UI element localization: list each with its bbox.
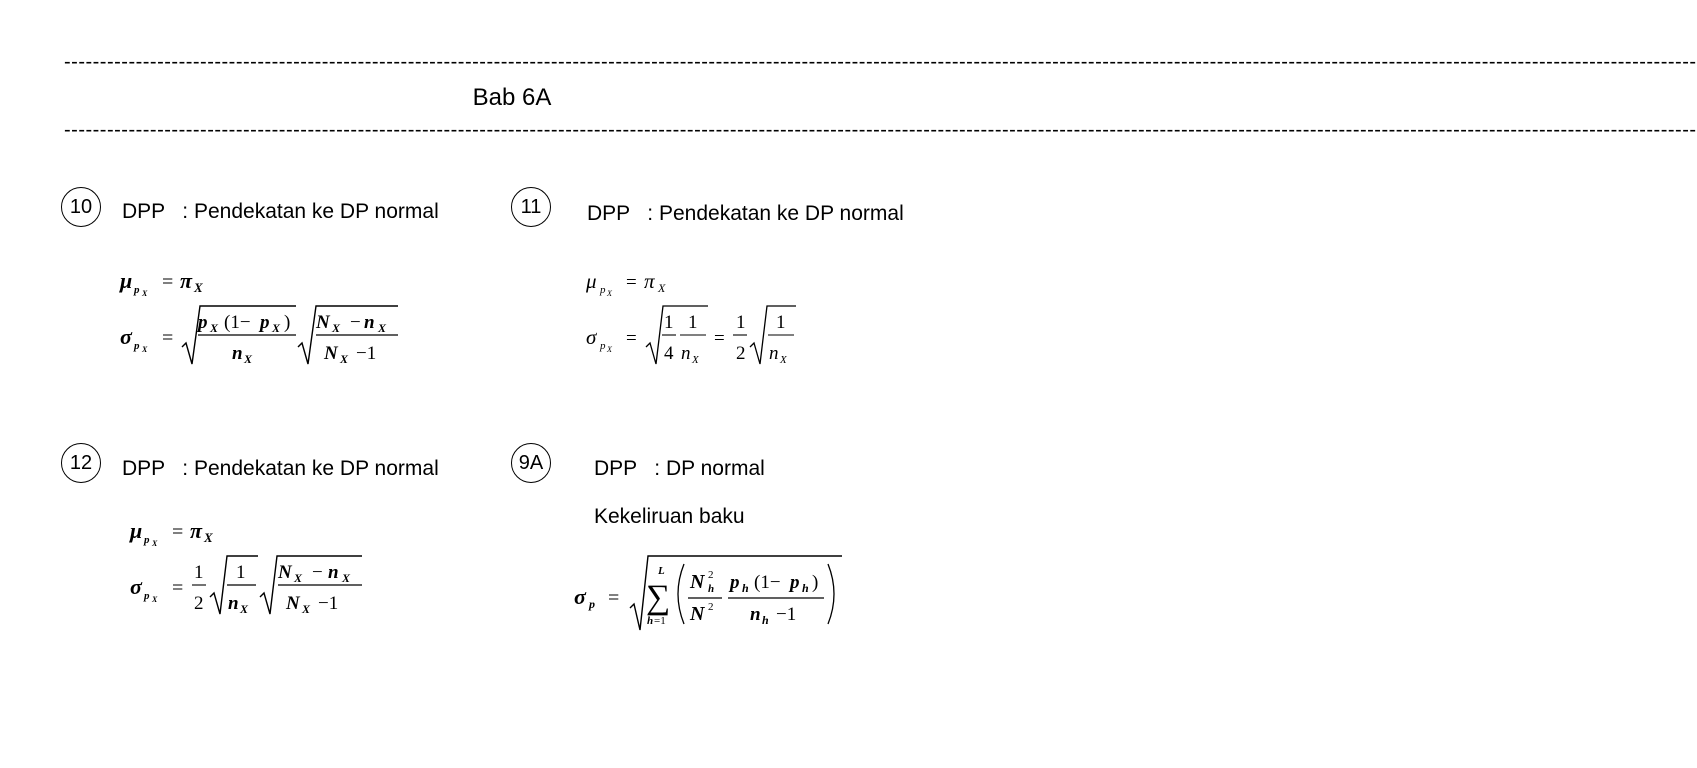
svg-text:n: n — [328, 562, 339, 583]
svg-text:X: X — [240, 602, 249, 616]
page-title: Bab 6A — [472, 84, 552, 111]
svg-text:1: 1 — [776, 312, 786, 333]
formula-12 — [128, 512, 378, 624]
svg-text:X: X — [152, 595, 158, 604]
svg-text:=: = — [172, 521, 184, 543]
svg-text:n: n — [228, 593, 239, 614]
svg-text:N: N — [286, 593, 300, 614]
svg-text:h: h — [647, 615, 654, 627]
svg-text:μ: μ — [586, 269, 597, 293]
svg-text:−: − — [312, 562, 323, 583]
formula-11 — [584, 264, 804, 374]
svg-text:n: n — [681, 343, 691, 364]
svg-text:X: X — [302, 602, 311, 616]
svg-text:π: π — [644, 269, 655, 293]
svg-text:2: 2 — [708, 601, 714, 613]
section-badge-9a: 9A — [511, 443, 551, 483]
svg-text:=: = — [172, 577, 184, 599]
svg-text:=: = — [162, 327, 174, 349]
svg-text:μ: μ — [130, 518, 143, 543]
mean-equation-10 — [119, 268, 203, 298]
section-heading-12: DPP : Pendekatan ke DP normal — [122, 457, 439, 480]
svg-text:X: X — [342, 571, 351, 585]
svg-text:−1: −1 — [318, 593, 339, 614]
bottom-dashed-rule: ------------------------------------------------------------------------------------------------------------------------------------------------------------------------------------------------------------------------------------ — [64, 119, 1697, 141]
svg-text:σ: σ — [120, 324, 132, 349]
svg-text:σ: σ — [586, 325, 597, 349]
svg-text:X: X — [152, 539, 158, 548]
svg-text:−1: −1 — [776, 604, 797, 625]
svg-text:−: − — [350, 312, 361, 333]
svg-text:X: X — [658, 281, 666, 295]
svg-text:π: π — [180, 268, 193, 293]
section-badge-11: 11 — [511, 187, 551, 227]
section-subheading-9a: Kekeliruan baku — [594, 505, 745, 528]
svg-text:2: 2 — [194, 593, 204, 614]
svg-text:=: = — [608, 587, 620, 609]
svg-text:h: h — [708, 583, 715, 595]
svg-text:2: 2 — [708, 569, 714, 581]
section-heading-11: DPP : Pendekatan ke DP normal — [587, 202, 904, 225]
svg-text:N: N — [690, 571, 705, 593]
svg-text:X: X — [607, 345, 612, 354]
svg-text:(1−: (1− — [224, 312, 251, 333]
svg-text:X: X — [692, 354, 699, 366]
svg-text:N: N — [316, 312, 330, 333]
svg-text:p: p — [600, 340, 606, 352]
svg-text:): ) — [284, 312, 291, 333]
svg-text:=: = — [626, 328, 637, 349]
svg-text:1: 1 — [194, 562, 204, 583]
svg-text:p: p — [134, 284, 140, 296]
svg-text:=: = — [162, 271, 174, 293]
svg-text:4: 4 — [664, 343, 674, 364]
svg-text:p: p — [260, 312, 270, 333]
svg-text:X: X — [780, 354, 787, 366]
svg-text:X: X — [272, 321, 281, 335]
svg-text:N: N — [690, 603, 705, 625]
section-badge-10: 10 — [61, 187, 101, 227]
mean-equation-11 — [585, 269, 666, 298]
svg-text:X: X — [378, 321, 387, 335]
svg-text:h: h — [742, 581, 749, 595]
svg-text:L: L — [658, 565, 665, 577]
svg-text:p: p — [144, 590, 150, 602]
formula-10 — [118, 264, 408, 374]
section-heading-10: DPP : Pendekatan ke DP normal — [122, 200, 439, 223]
svg-text:σ: σ — [574, 584, 586, 609]
svg-text:X: X — [294, 571, 303, 585]
svg-text:N: N — [324, 343, 338, 364]
svg-text:π: π — [190, 518, 203, 543]
svg-text:p: p — [144, 534, 150, 546]
svg-text:X: X — [210, 321, 219, 335]
svg-text:): ) — [812, 572, 819, 593]
svg-text:p: p — [589, 597, 595, 611]
stderr-equation-9a — [574, 556, 842, 630]
svg-text:X: X — [204, 530, 213, 545]
svg-text:1: 1 — [236, 562, 246, 583]
stderr-equation-12 — [130, 556, 362, 616]
svg-text:X: X — [194, 280, 203, 295]
svg-text:n: n — [232, 343, 243, 364]
svg-text:1: 1 — [736, 312, 746, 333]
stderr-equation-10 — [120, 306, 398, 366]
svg-text:X: X — [607, 289, 612, 298]
svg-text:1: 1 — [664, 312, 674, 333]
svg-text:p: p — [198, 312, 208, 333]
svg-text:1: 1 — [688, 312, 698, 333]
svg-text:h: h — [762, 613, 769, 627]
svg-text:X: X — [142, 345, 148, 354]
formula-9a — [572, 552, 852, 636]
mean-equation-12 — [129, 518, 213, 548]
top-dashed-rule: ------------------------------------------------------------------------------------------------------------------------------------------------------------------------------------------------------------------------------------ — [64, 51, 1697, 73]
svg-text:p: p — [134, 340, 140, 352]
svg-text:∑: ∑ — [646, 579, 671, 616]
svg-text:(1−: (1− — [754, 572, 781, 593]
svg-text:σ: σ — [130, 574, 142, 599]
svg-text:n: n — [750, 604, 761, 625]
svg-text:n: n — [364, 312, 375, 333]
svg-text:2: 2 — [736, 343, 746, 364]
svg-text:−1: −1 — [356, 343, 377, 364]
section-badge-12: 12 — [61, 443, 101, 483]
svg-text:p: p — [730, 572, 740, 593]
stderr-equation-11 — [586, 306, 796, 366]
svg-text:n: n — [769, 343, 779, 364]
svg-text:=: = — [714, 328, 725, 349]
svg-text:=: = — [626, 272, 637, 293]
svg-text:X: X — [340, 352, 349, 366]
svg-text:p: p — [600, 284, 606, 296]
svg-text:X: X — [244, 352, 253, 366]
svg-text:X: X — [332, 321, 341, 335]
svg-text:=1: =1 — [654, 615, 666, 627]
svg-text:h: h — [802, 581, 809, 595]
section-heading-9a: DPP : DP normal — [594, 457, 765, 480]
svg-text:p: p — [790, 572, 800, 593]
svg-text:μ: μ — [120, 268, 133, 293]
svg-text:N: N — [278, 562, 292, 583]
svg-text:X: X — [142, 289, 148, 298]
